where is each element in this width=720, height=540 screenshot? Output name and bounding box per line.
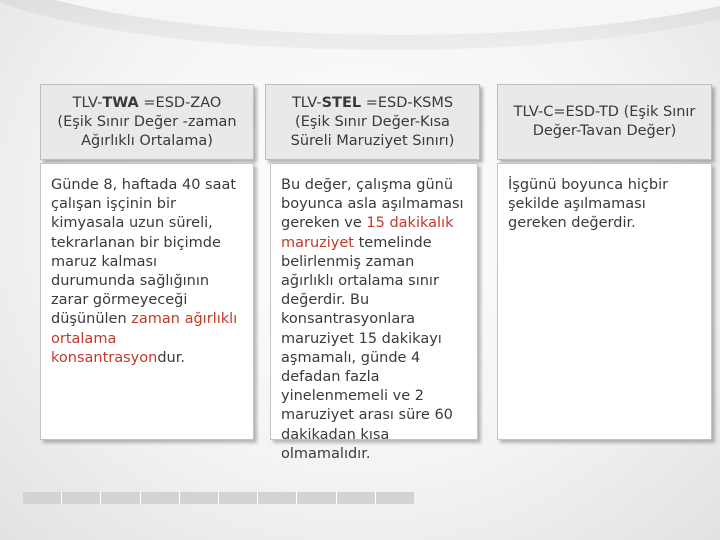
- stel-header-line3: Süreli Maruziyet Sınırı): [290, 132, 455, 149]
- stel-header-text: [291, 94, 455, 151]
- stel-body-text: Bu değer, çalışma günü boyunca asla aşılmaması gereken ve: [281, 177, 464, 232]
- twa-header-line2: (Eşik Sınır Değer -zaman: [57, 113, 237, 130]
- decorative-segment-bar: [23, 492, 414, 504]
- twa-header-text: [57, 94, 236, 151]
- bar-segment: [62, 492, 101, 504]
- ceiling-header-line1: TLV-C=ESD-TD (Eşik Sınır: [513, 104, 696, 120]
- ceiling-body-text: İşgünü boyunca hiçbir şekilde aşılmaması gereken değerdir.: [508, 177, 669, 232]
- bar-segment: [376, 492, 414, 504]
- stel-description: [270, 163, 478, 462]
- twa-header-bold: TWA: [102, 94, 139, 111]
- stel-header-bold: STEL: [321, 94, 362, 111]
- twa-header-prefix: TLV-: [72, 94, 103, 111]
- twa-body-text: Günde 8, haftada 40 saat çalışan işçinin bir kimyasala uzun süreli, tekrarlanan bir biçimde maruz kalması durumunda sağlığının zarar görmeyeceği düşünülen: [51, 177, 237, 328]
- stel-header-prefix: TLV-: [291, 94, 322, 111]
- ceiling-header-text: [514, 103, 696, 141]
- twa-header-suffix: =ESD-ZAO: [138, 94, 222, 111]
- bar-segment: [180, 492, 219, 504]
- bar-segment: [258, 492, 297, 504]
- stel-header-suffix: =ESD-KSMS: [361, 94, 454, 111]
- stel-body-highlight: 15 dakikalık maruziyet: [281, 215, 454, 251]
- ceiling-description: [497, 163, 712, 440]
- twa-header: [40, 84, 254, 160]
- twa-description: [40, 163, 254, 440]
- stel-body-tail: temelinde belirlenmiş zaman ağırlıklı ortalama sınır değerdir. Bu konsantrasyonlara maruziyet 15 dakikayı aşmamalı, günde 4 defadan fazla yinelenmemeli ve 2 maruziyet arası süre 60 dakikadan kısa olmamalıdır.: [281, 234, 453, 462]
- bar-segment: [297, 492, 336, 504]
- bar-segment: [219, 492, 258, 504]
- twa-header-line3: Ağırlıklı Ortalama): [81, 132, 213, 149]
- decorative-top-sweep: [0, 0, 720, 80]
- bar-segment: [337, 492, 376, 504]
- bar-segment: [23, 492, 62, 504]
- ceiling-header: [497, 84, 712, 160]
- twa-body-highlight: zaman ağırlıklı ortalama konsantrasyon: [51, 311, 238, 366]
- twa-body-tail: dur.: [157, 349, 185, 366]
- bar-segment: [101, 492, 140, 504]
- stel-header: [265, 84, 480, 160]
- ceiling-header-line2: Değer-Tavan Değer): [532, 123, 677, 139]
- stel-header-line2: (Eşik Sınır Değer-Kısa: [295, 113, 450, 130]
- bar-segment: [141, 492, 180, 504]
